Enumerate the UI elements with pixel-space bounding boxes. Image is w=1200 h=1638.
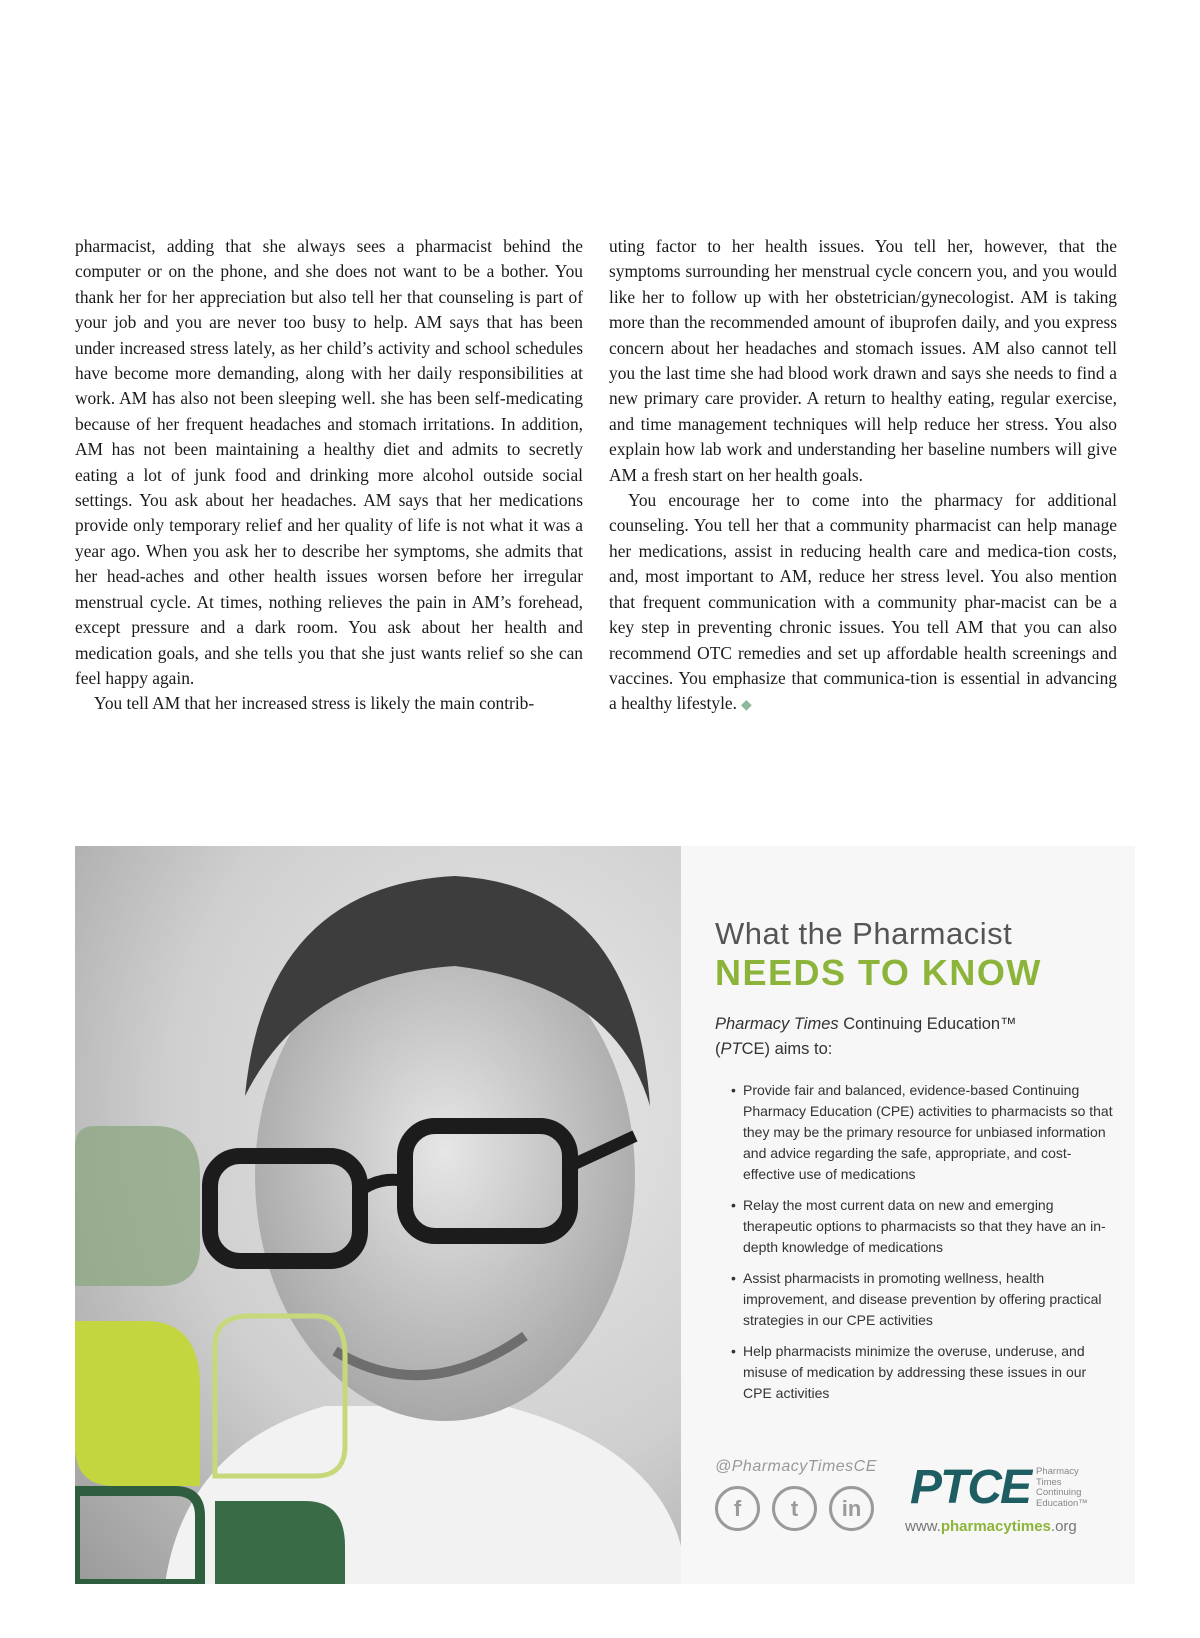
ad-bullet: • Provide fair and balanced, evidence-based Continuing Pharmacy Education (CPE) activities to pharmacists so that they may be the primary resource for unbiased information and advice regarding the safe, appropriate, and cost-effective use of medications [733, 1080, 1115, 1185]
social-icons [715, 1486, 874, 1531]
portrait-illustration [75, 846, 681, 1584]
ad-intro-aims: CE) aims to: [741, 1040, 833, 1058]
ptce-logo-sub-line: Times [1036, 1476, 1062, 1488]
article-paragraph: pharmacist, adding that she always sees a pharmacist behind the computer or on the phone, and she does not want to be a bother. You thank her for her appreciation but also tell her that counseling is part of your job and you are never too busy to help. AM says that has been under increased stress lately, as her child’s activity and school schedules have become more demanding, along with her daily responsibilities at work. AM has also not been sleeping well. she has been self-medicating because of her frequent headaches and stomach irritations. In addition, AM has not been maintaining a healthy diet and admits to secretly eating a lot of junk food and drinking more alcohol outside social settings. You ask about her headaches. AM says that her medications provide only temporary relief and her quality of life is not what it was a year ago. When you ask her to describe her symptoms, she admits that her head-aches and other health issues worsen before her irregular menstrual cycle. At times, nothing relieves the pain in AM’s forehead, except pressure and a dark room. You ask about her health and medication goals, and she tells you that she just wants relief so she can feel happy again. [75, 236, 583, 688]
ptce-logo-subtitle [1036, 1467, 1088, 1509]
pharmacist-portrait-photo [75, 846, 681, 1584]
article-paragraph: uting factor to her health issues. You tell her, however, that the symptoms surrounding her menstrual cycle concern you, and you would like her to follow up with her obstetrician/gynecologist. AM is taking more than the recommended amount of ibuprofen daily, and you express concern about her headaches and stomach issues. AM also cannot tell you the last time she had blood work drawn and says she needs to find a new primary care provider. A return to healthy eating, regular exercise, and time management techniques will help reduce her stress. You also explain how lab work and understanding her baseline numbers will give AM a fresh start on her health goals. [609, 236, 1117, 485]
website-link[interactable] [905, 1518, 1077, 1535]
twitter-icon[interactable]: t [772, 1486, 817, 1531]
url-suffix: .org [1050, 1518, 1077, 1535]
facebook-icon[interactable]: f [715, 1486, 760, 1531]
ad-text-block [715, 916, 1115, 1414]
ptce-logo-mark: PTCE [910, 1461, 1031, 1514]
social-handle: @PharmacyTimesCE [715, 1458, 877, 1475]
ad-bullet: • Relay the most current data on new and emerging therapeutic options to pharmacists so that they have an in-depth knowledge of medications [733, 1195, 1115, 1258]
ptce-logo-sub-line: Education™ [1036, 1497, 1088, 1509]
article-paragraph-text: You encourage her to come into the pharmacy for additional counseling. You tell her that a community pharmacist can help manage her medications, assist in reducing health care and medica-tion costs, and, most important to AM, reduce her stress level. You also mention that frequent communication with a community phar-macist can be a key step in preventing chronic issues. You tell AM that you can also recommend OTC remedies and set up affordable health screenings and vaccines. You emphasize that communica-tion is essential in advancing a healthy lifestyle. [609, 490, 1117, 714]
ptce-logo [910, 1461, 1088, 1514]
ptce-logo-sub-line: Continuing [1036, 1487, 1082, 1498]
ad-title-highlight: NEEDS TO KNOW [715, 952, 1042, 993]
ad-bullet: • Assist pharmacists in promoting wellness, health improvement, and disease prevention by offering practical strategies in our CPE activities [733, 1268, 1115, 1331]
article-left-column [75, 234, 583, 717]
end-of-article-icon: ◆ [740, 698, 752, 714]
ad-intro [715, 1012, 1115, 1062]
article-paragraph: You tell AM that her increased stress is likely the main contrib- [94, 693, 535, 714]
article-right-column [609, 234, 1117, 719]
ad-intro-acronym: PT [720, 1040, 742, 1058]
ad-bullet-list [715, 1080, 1115, 1404]
ad-title: What the Pharmacist [715, 916, 1013, 951]
url-prefix: www. [905, 1518, 941, 1535]
article-paragraph [609, 488, 1117, 719]
ad-intro-open: ( [715, 1040, 721, 1058]
ad-bullet: • Help pharmacists minimize the overuse, underuse, and misuse of medication by addressing these issues in our CPE activities [733, 1341, 1115, 1404]
ad-intro-rest: Continuing Education™ [838, 1015, 1017, 1033]
url-domain: pharmacytimes [940, 1518, 1051, 1535]
ad-intro-brand: Pharmacy Times [715, 1015, 839, 1033]
ptce-logo-sub-line: Pharmacy [1036, 1466, 1079, 1477]
ptce-advertisement [75, 846, 1135, 1584]
linkedin-icon[interactable]: in [829, 1486, 874, 1531]
